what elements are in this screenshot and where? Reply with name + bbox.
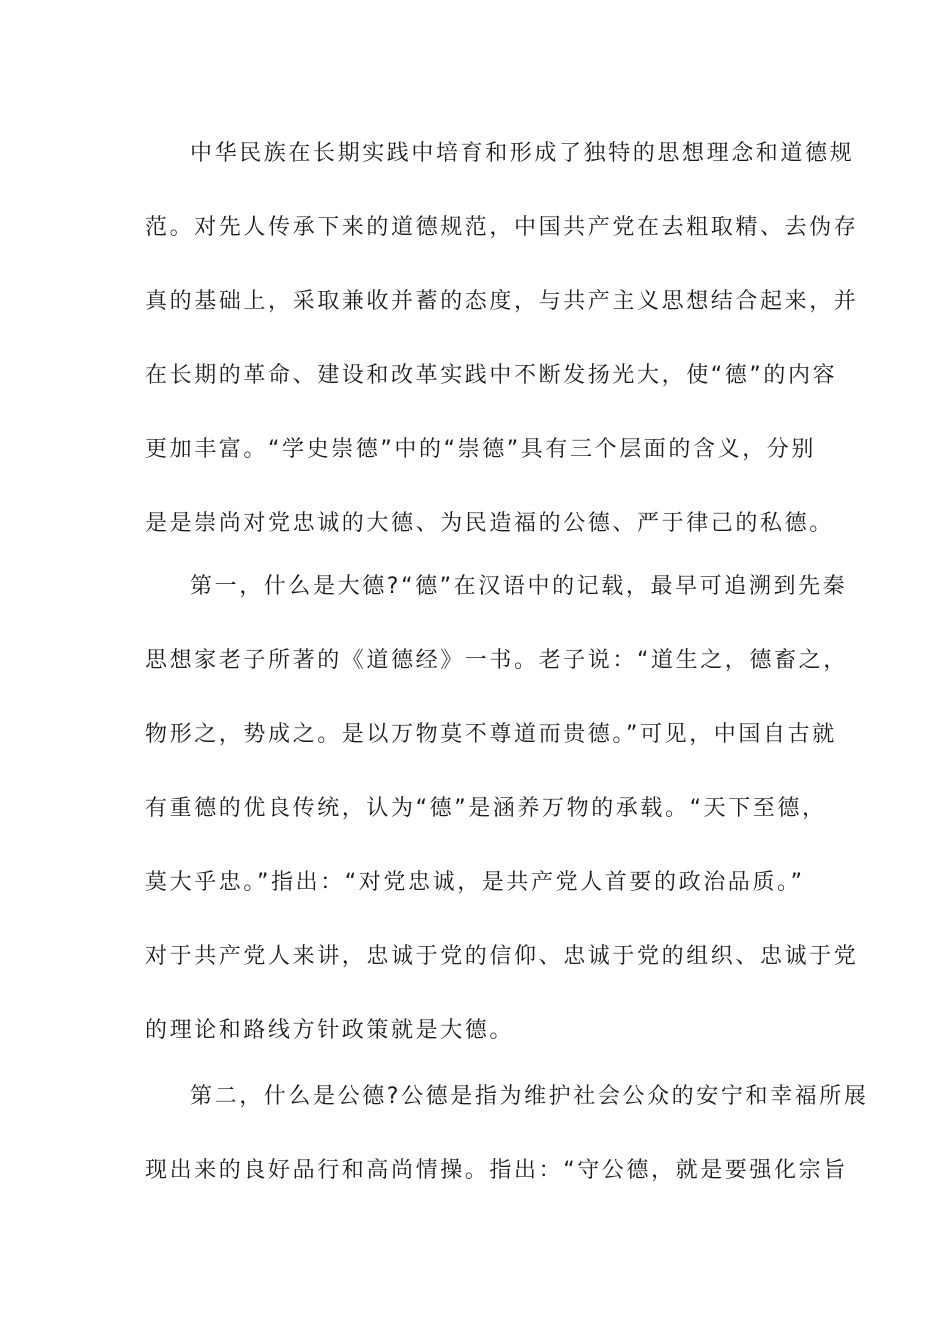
paragraph-2-line-7: 的理论和路线方针政策就是大德。 — [145, 1018, 515, 1043]
paragraph-2-line-6: 对于共产党人来讲，忠诚于党的信仰、忠诚于党的组织、忠诚于党 — [145, 944, 859, 969]
paragraph-2-line-5: 莫大乎忠。”指出：“对党忠诚，是共产党人首要的政治品质。” — [145, 870, 805, 895]
paragraph-1-line-6: 是是崇尚对党忠诚的大德、为民造福的公德、严于律己的私德。 — [145, 511, 834, 536]
paragraph-1-line-3: 真的基础上，采取兼收并蓄的态度，与共产主义思想结合起来，并 — [145, 289, 859, 314]
paragraph-2-line-1: 第一，什么是大德?“德”在汉语中的记载，最早可追溯到先秦 — [190, 574, 848, 599]
paragraph-2-line-4: 有重德的优良传统，认为“德”是涵养万物的承载。“天下至德， — [145, 796, 827, 821]
paragraph-1-line-2: 范。对先人传承下来的道德规范，中国共产党在去粗取精、去伪存 — [145, 215, 859, 240]
paragraph-1-line-1: 中华民族在长期实践中培育和形成了独特的思想理念和道德规 — [190, 141, 855, 166]
paragraph-3-line-2: 现出来的良好品行和高尚情操。指出：“守公德，就是要强化宗旨 — [145, 1158, 848, 1183]
paragraph-2-line-2: 思想家老子所著的《道德经》一书。老子说：“道生之，德畜之， — [145, 648, 848, 673]
paragraph-1-line-4: 在长期的革命、建设和改革实践中不断发扬光大，使“德”的内容 — [145, 363, 838, 388]
paragraph-2-line-3: 物形之，势成之。是以万物莫不尊道而贵德。”可见，中国自古就 — [145, 722, 837, 747]
paragraph-1-line-5: 更加丰富。“学史崇德”中的“崇德”具有三个层面的含义，分别 — [145, 437, 816, 462]
paragraph-3-line-1: 第二，什么是公德?公德是指为维护社会公众的安宁和幸福所展 — [190, 1084, 869, 1109]
